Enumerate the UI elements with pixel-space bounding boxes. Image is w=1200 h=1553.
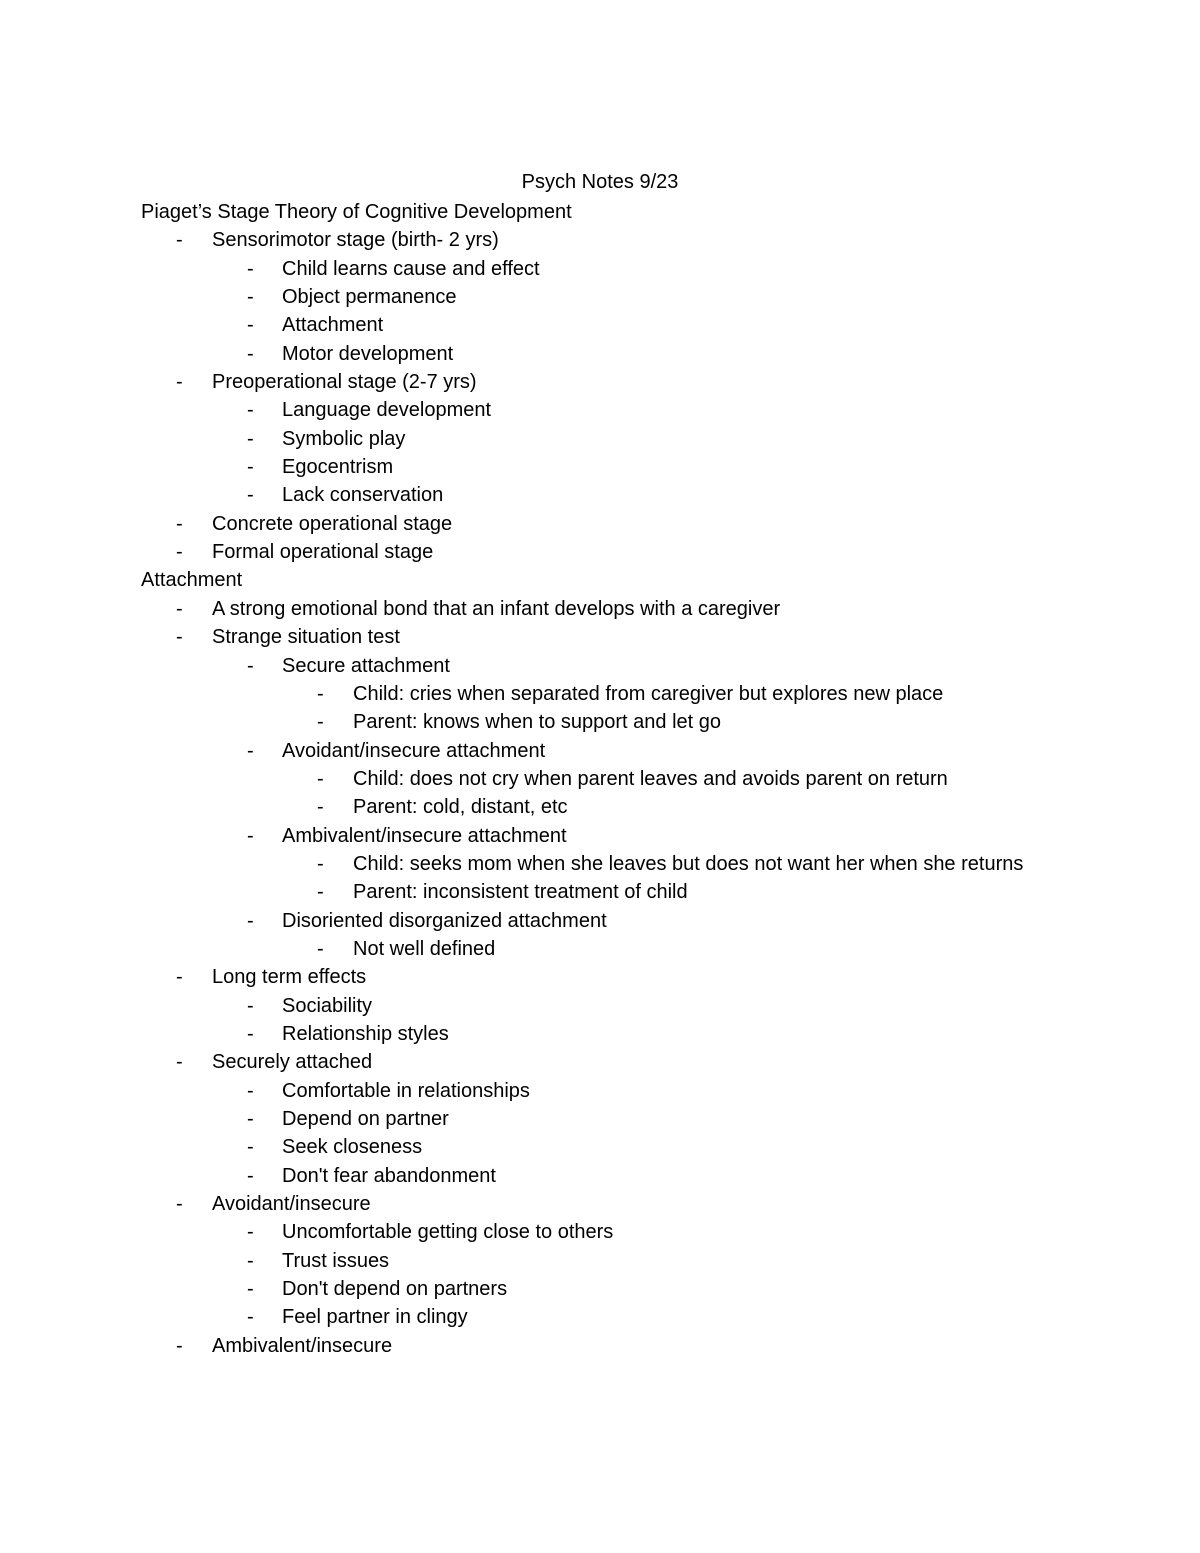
list-item-text: Secure attachment <box>282 654 450 677</box>
list-item-text: Concrete operational stage <box>212 512 453 535</box>
bullet-dash: - <box>317 711 324 734</box>
notes-outline <box>141 198 1041 1360</box>
list-item <box>141 1077 1041 1105</box>
list-item <box>141 793 1041 821</box>
list-item <box>141 1247 1041 1275</box>
list-item-text: Piaget’s Stage Theory of Cognitive Development <box>141 201 572 223</box>
list-item-text: Not well defined <box>353 937 496 960</box>
list-item-text: A strong emotional bond that an infant develops with a caregiver <box>212 597 781 620</box>
list-item <box>141 907 1041 935</box>
list-item-text: Attachment <box>141 569 243 592</box>
list-item <box>141 623 1041 651</box>
bullet-dash: - <box>317 767 324 790</box>
bullet-dash: - <box>247 1221 254 1244</box>
bullet-dash: - <box>317 937 324 960</box>
list-item-text: Preoperational stage (2-7 yrs) <box>212 371 477 394</box>
list-item <box>141 255 1041 283</box>
list-item-text: Language development <box>282 399 492 422</box>
bullet-dash: - <box>247 342 254 365</box>
list-item <box>141 680 1041 708</box>
bullet-dash: - <box>317 682 324 705</box>
list-item-text: Motor development <box>282 342 454 365</box>
bullet-dash: - <box>176 626 183 649</box>
list-item-text: Attachment <box>282 314 384 337</box>
bullet-dash: - <box>247 257 254 280</box>
bullet-dash: - <box>247 909 254 932</box>
list-item-text: Sensorimotor stage (birth- 2 yrs) <box>212 229 499 252</box>
bullet-dash: - <box>247 1306 254 1329</box>
list-item <box>141 708 1041 736</box>
list-item-text: Uncomfortable getting close to others <box>282 1221 614 1244</box>
bullet-dash: - <box>317 881 324 904</box>
bullet-dash: - <box>247 1108 254 1130</box>
list-item-text: Strange situation test <box>212 626 400 649</box>
bullet-dash: - <box>247 484 254 507</box>
list-item <box>141 1303 1041 1331</box>
list-item-text: Disoriented disorganized attachment <box>282 909 607 932</box>
list-item <box>141 481 1041 509</box>
bullet-dash: - <box>247 1278 254 1301</box>
bullet-dash: - <box>176 1334 183 1357</box>
list-item-text: Object permanence <box>282 286 457 309</box>
bullet-dash: - <box>247 1136 254 1159</box>
bullet-dash: - <box>176 541 183 564</box>
list-item <box>141 1048 1041 1076</box>
list-item <box>141 878 1041 906</box>
list-item-text: Relationship styles <box>282 1022 449 1045</box>
bullet-dash: - <box>176 512 183 535</box>
list-item <box>141 340 1041 368</box>
list-item-text: Child: cries when separated from caregiver but explores new place <box>353 682 944 705</box>
list-item-text: Ambivalent/insecure attachment <box>282 824 567 847</box>
list-item <box>141 963 1041 991</box>
list-item <box>141 226 1041 254</box>
list-item-text: Don't fear abandonment <box>282 1164 496 1187</box>
list-item-text: Symbolic play <box>282 427 406 450</box>
list-item <box>141 453 1041 481</box>
list-item-text: Sociability <box>282 994 373 1017</box>
list-item <box>141 935 1041 963</box>
bullet-dash: - <box>176 597 183 620</box>
bullet-dash: - <box>247 314 254 337</box>
bullet-dash: - <box>176 229 183 252</box>
list-item <box>141 425 1041 453</box>
list-item-text: Ambivalent/insecure <box>212 1334 393 1357</box>
list-item-text: Formal operational stage <box>212 541 434 564</box>
list-item-text: Don't depend on partners <box>282 1278 508 1301</box>
bullet-dash: - <box>247 1079 254 1102</box>
list-item-text: Parent: inconsistent treatment of child <box>353 881 688 904</box>
list-item-text: Child: seeks mom when she leaves but does not want her when she returns <box>353 852 1024 875</box>
list-item-text: Comfortable in relationships <box>282 1079 530 1102</box>
section-heading <box>141 566 1041 594</box>
bullet-dash: - <box>247 654 254 677</box>
bullet-dash: - <box>247 739 254 762</box>
section-heading <box>141 198 1041 226</box>
bullet-dash: - <box>176 1051 183 1074</box>
list-item <box>141 1190 1041 1218</box>
bullet-dash: - <box>176 371 183 394</box>
list-item <box>141 1332 1041 1360</box>
list-item-text: Egocentrism <box>282 456 394 479</box>
list-item <box>141 396 1041 424</box>
list-item <box>141 311 1041 339</box>
list-item <box>141 1218 1041 1246</box>
list-item <box>141 765 1041 793</box>
list-item-text: Parent: knows when to support and let go <box>353 711 722 734</box>
list-item <box>141 737 1041 765</box>
list-item <box>141 1105 1041 1133</box>
list-item <box>141 1162 1041 1190</box>
bullet-dash: - <box>247 399 254 422</box>
list-item-text: Securely attached <box>212 1051 373 1074</box>
bullet-dash: - <box>247 994 254 1017</box>
list-item-text: Long term effects <box>212 966 367 989</box>
list-item-text: Trust issues <box>282 1249 390 1272</box>
list-item-text: Avoidant/insecure <box>212 1193 371 1216</box>
list-item-text: Parent: cold, distant, etc <box>353 796 568 819</box>
bullet-dash: - <box>247 427 254 450</box>
bullet-dash: - <box>317 852 324 875</box>
bullet-dash: - <box>247 1249 254 1272</box>
list-item <box>141 368 1041 396</box>
list-item-text: Child: does not cry when parent leaves and avoids parent on return <box>353 767 948 790</box>
list-item-text: Child learns cause and effect <box>282 257 540 280</box>
bullet-dash: - <box>247 1022 254 1045</box>
list-item-text: Avoidant/insecure attachment <box>282 739 546 762</box>
list-item <box>141 850 1041 878</box>
list-item <box>141 992 1041 1020</box>
list-item <box>141 538 1041 566</box>
list-item-text: Depend on partner <box>282 1108 449 1130</box>
list-item-text: Feel partner in clingy <box>282 1306 468 1329</box>
list-item-text: Seek closeness <box>282 1136 423 1159</box>
list-item <box>141 822 1041 850</box>
list-item <box>141 1020 1041 1048</box>
list-item <box>141 1275 1041 1303</box>
list-item <box>141 283 1041 311</box>
bullet-dash: - <box>247 286 254 309</box>
page-title: Psych Notes 9/23 <box>521 171 679 193</box>
list-item <box>141 1133 1041 1161</box>
list-item <box>141 510 1041 538</box>
list-item-text: Lack conservation <box>282 484 444 507</box>
bullet-dash: - <box>247 1164 254 1187</box>
bullet-dash: - <box>317 796 324 819</box>
list-item <box>141 595 1041 623</box>
bullet-dash: - <box>247 824 254 847</box>
bullet-dash: - <box>176 966 183 989</box>
bullet-dash: - <box>176 1193 183 1216</box>
bullet-dash: - <box>247 456 254 479</box>
list-item <box>141 652 1041 680</box>
